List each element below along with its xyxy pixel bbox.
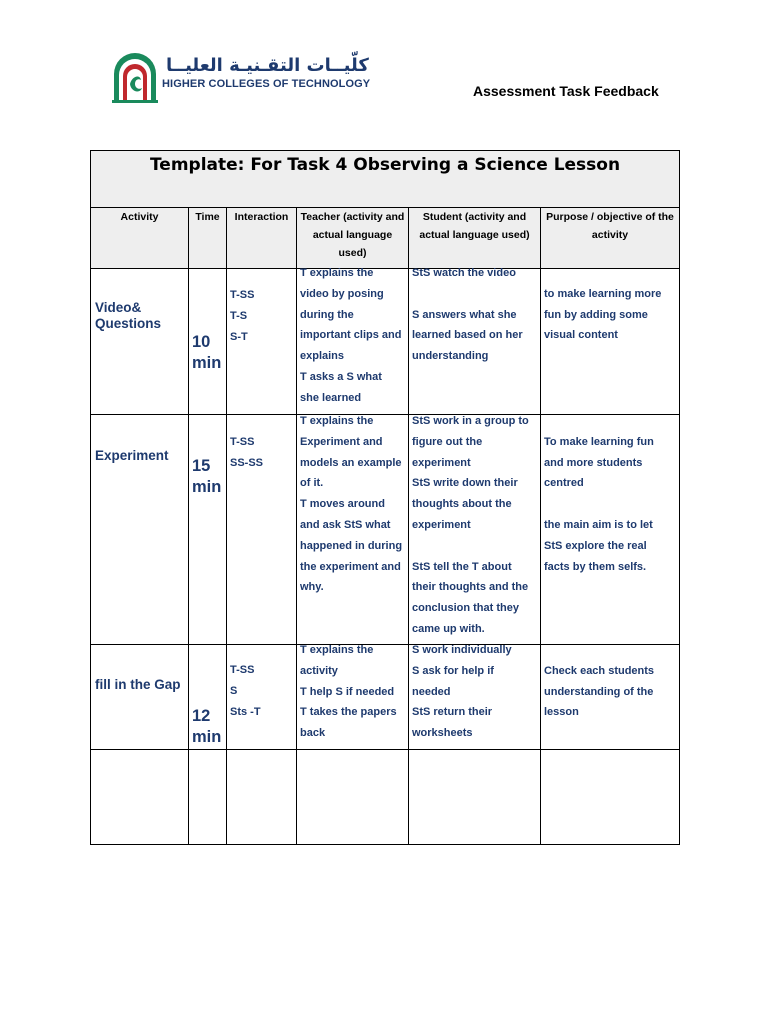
- time-label: [192, 706, 221, 748]
- column-header-purpose-line: activity: [591, 229, 629, 241]
- purpose-line: StS explore the real: [544, 539, 647, 552]
- table-row: [91, 750, 680, 845]
- student-line: StS watch the video: [412, 267, 516, 279]
- time-cell: [189, 645, 227, 750]
- teacher-line: activity: [300, 664, 338, 677]
- student-line: came up with.: [412, 622, 485, 635]
- interaction-line: SS-SS: [230, 456, 264, 469]
- purpose-line: [544, 640, 676, 661]
- teacher-cell: [297, 645, 409, 750]
- student-line: figure out the: [412, 435, 483, 448]
- purpose-line: fun by adding some: [544, 308, 648, 321]
- teacher-line: why.: [300, 581, 324, 594]
- student-line: [412, 536, 537, 557]
- student-cell: [409, 645, 541, 750]
- purpose-line: Check each students: [544, 664, 655, 677]
- time-line: 10: [192, 333, 211, 351]
- purpose-line: visual content: [544, 329, 618, 342]
- student-line: needed: [412, 685, 451, 698]
- purpose-line: [544, 411, 676, 432]
- purpose-line: centred: [544, 477, 584, 490]
- hct-logo: [108, 44, 371, 104]
- student-line: S work individually: [412, 644, 512, 656]
- purpose-cell: [541, 645, 680, 750]
- table-header-row: [91, 208, 680, 269]
- teacher-cell: [297, 750, 409, 845]
- teacher-line: T asks a S what: [300, 370, 382, 383]
- time-line: min: [192, 354, 222, 372]
- student-line: StS tell the T about: [412, 560, 512, 573]
- teacher-line: happened in during: [300, 539, 403, 552]
- table-title: Template: For Task 4 Observing a Science Lesson: [91, 151, 680, 208]
- purpose-line: and more students: [544, 456, 643, 469]
- purpose-line: facts by them selfs.: [544, 560, 647, 573]
- student-line: understanding: [412, 350, 489, 363]
- purpose-line: understanding of the: [544, 685, 654, 698]
- activity-line: Questions: [95, 316, 162, 331]
- table-row: [91, 415, 680, 645]
- time-cell: [189, 415, 227, 645]
- table-row: [91, 645, 680, 750]
- teacher-line: and ask StS what: [300, 518, 391, 531]
- teacher-line: T explains the: [300, 644, 374, 656]
- logo-arabic-text: كلّيــات التقـنيـة العليــا: [166, 55, 369, 76]
- teacher-line: Experiment and: [300, 435, 383, 448]
- purpose-cell: [541, 750, 680, 845]
- student-cell: [409, 750, 541, 845]
- column-header-teacher-line: actual language: [312, 229, 393, 241]
- interaction-cell: [227, 269, 297, 415]
- column-header-teacher-line: used): [338, 247, 367, 259]
- interaction-line: S: [230, 684, 238, 697]
- student-line: S ask for help if: [412, 664, 494, 677]
- purpose-line: To make learning fun: [544, 435, 654, 448]
- student-line: learned based on her: [412, 329, 523, 342]
- time-line: min: [192, 728, 222, 746]
- activity-label: [95, 448, 169, 464]
- column-header-activity: Activity: [91, 208, 189, 269]
- student-line: experiment: [412, 456, 471, 469]
- column-header-time: Time: [189, 208, 227, 269]
- time-line: 12: [192, 707, 211, 725]
- interaction-line: T-S: [230, 309, 248, 322]
- student-line: S answers what she: [412, 308, 517, 321]
- teacher-cell: [297, 415, 409, 645]
- teacher-line: T help S if needed: [300, 685, 395, 698]
- time-label: [192, 456, 221, 498]
- teacher-line: T moves around: [300, 498, 385, 511]
- interaction-cell: [227, 415, 297, 645]
- activity-cell: [91, 269, 189, 415]
- column-header-purpose-line: Purpose / objective of the: [546, 211, 674, 223]
- teacher-line: models an example: [300, 456, 402, 469]
- interaction-cell: [227, 645, 297, 750]
- teacher-line: during the: [300, 308, 354, 321]
- observation-template-table: [90, 150, 680, 845]
- time-line: min: [192, 478, 222, 496]
- activity-cell: [91, 645, 189, 750]
- student-line: StS work in a group to: [412, 415, 529, 427]
- teacher-line: she learned: [300, 391, 362, 404]
- activity-label: [95, 677, 181, 693]
- teacher-line: T explains the: [300, 267, 374, 279]
- teacher-line: important clips and: [300, 329, 402, 342]
- interaction-cell: [227, 750, 297, 845]
- student-cell: [409, 415, 541, 645]
- activity-cell: [91, 415, 189, 645]
- purpose-cell: [541, 269, 680, 415]
- teacher-line: back: [300, 727, 326, 740]
- teacher-line: T explains the: [300, 415, 374, 427]
- student-line: experiment: [412, 518, 471, 531]
- purpose-cell: [541, 415, 680, 645]
- student-line: StS return their: [412, 706, 493, 719]
- column-header-teacher-line: Teacher (activity and: [300, 211, 405, 223]
- column-header-interaction: Interaction: [227, 208, 297, 269]
- student-line: [412, 284, 537, 305]
- interaction-line: S-T: [230, 330, 248, 343]
- column-header-purpose: [541, 208, 680, 269]
- teacher-line: T takes the papers: [300, 706, 397, 719]
- teacher-line: the experiment and: [300, 560, 401, 573]
- student-line: StS write down their: [412, 477, 518, 490]
- interaction-line: T-SS: [230, 664, 255, 676]
- student-line: conclusion that they: [412, 602, 519, 615]
- purpose-line: the main aim is to let: [544, 518, 653, 531]
- interaction-line: T-SS: [230, 436, 255, 448]
- student-line: worksheets: [412, 727, 473, 740]
- teacher-line: explains: [300, 350, 345, 363]
- column-header-student-line: actual language used): [419, 229, 530, 241]
- purpose-line: [544, 263, 676, 284]
- student-line: their thoughts and the: [412, 581, 529, 594]
- teacher-line: video by posing: [300, 287, 384, 300]
- logo-english-text: HIGHER COLLEGES OF TECHNOLOGY: [162, 78, 371, 90]
- purpose-line: [544, 494, 676, 515]
- time-cell: [189, 269, 227, 415]
- table-row: [91, 269, 680, 415]
- activity-line: Video&: [95, 300, 142, 315]
- column-header-student: [409, 208, 541, 269]
- hct-emblem-icon: [108, 44, 162, 104]
- column-header-student-line: Student (activity and: [422, 211, 527, 223]
- purpose-line: lesson: [544, 706, 579, 719]
- time-cell: [189, 750, 227, 845]
- student-cell: [409, 269, 541, 415]
- teacher-cell: [297, 269, 409, 415]
- time-line: 15: [192, 457, 211, 475]
- interaction-line: Sts -T: [230, 705, 261, 718]
- activity-line: Experiment: [95, 448, 169, 463]
- document-title: Assessment Task Feedback: [473, 83, 659, 99]
- interaction-line: T-SS: [230, 289, 255, 301]
- activity-cell: [91, 750, 189, 845]
- activity-label: [95, 300, 161, 332]
- teacher-line: of it.: [300, 477, 324, 490]
- student-line: thoughts about the: [412, 498, 512, 511]
- time-label: [192, 332, 221, 374]
- column-header-teacher: [297, 208, 409, 269]
- purpose-line: to make learning more: [544, 287, 662, 300]
- activity-line: fill in the Gap: [95, 677, 181, 692]
